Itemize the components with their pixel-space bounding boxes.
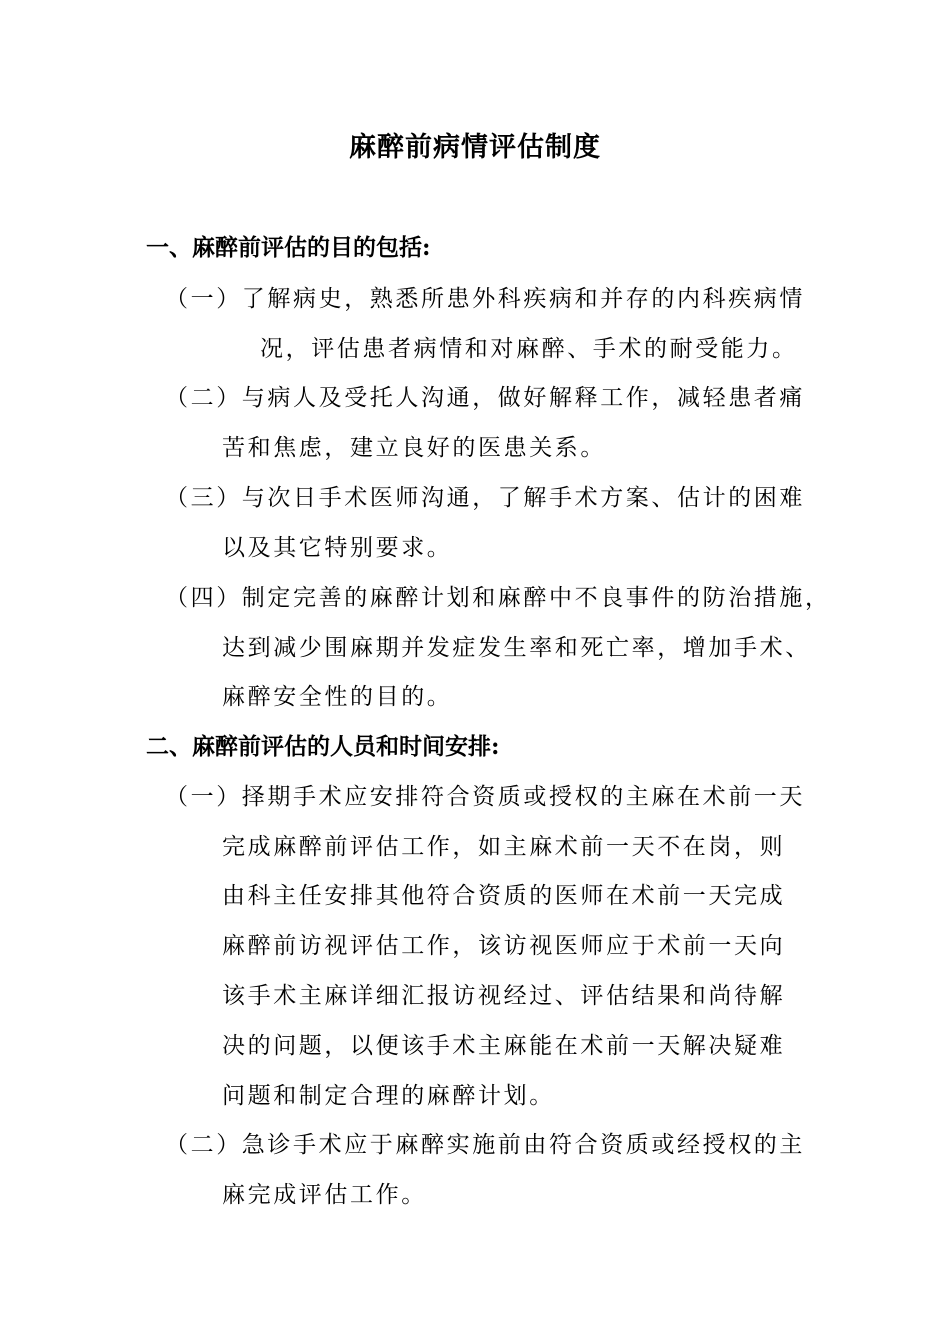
section-1-item-4-line-3: 麻醉安全性的目的。 [222, 684, 453, 710]
section-2-item-1-line-3: 由科主任安排其他符合资质的医师在术前一天完成 [222, 883, 786, 909]
section-1-item-4-line-2: 达到减少围麻期并发症发生率和死亡率，增加手术、 [222, 635, 811, 661]
section-2-item-1-line-6: 决的问题，以便该手术主麻能在术前一天解决疑难 [222, 1033, 786, 1059]
section-1-item-2-line-1: （二）与病人及受托人沟通，做好解释工作，减轻患者痛 [165, 385, 805, 411]
section-1-item-3-line-2: 以及其它特别要求。 [222, 535, 453, 561]
section-2-item-1-line-1: （一）择期手术应安排符合资质或授权的主麻在术前一天 [165, 784, 805, 810]
section-heading-1: 一、麻醉前评估的目的包括: [146, 234, 431, 261]
section-1-item-1-line-2: 况，评估患者病情和对麻醉、手术的耐受能力。 [260, 336, 798, 362]
section-2-item-1-line-7: 问题和制定合理的麻醉计划。 [222, 1083, 555, 1109]
section-1-item-2-line-2: 苦和焦虑，建立良好的医患关系。 [222, 435, 606, 461]
document-title: 麻醉前病情评估制度 [349, 132, 601, 163]
section-2-item-2-line-1: （二）急诊手术应于麻醉实施前由符合资质或经授权的主 [165, 1132, 805, 1158]
section-2-item-1-line-2: 完成麻醉前评估工作，如主麻术前一天不在岗，则 [222, 834, 786, 860]
section-1-item-3-line-1: （三）与次日手术医师沟通，了解手术方案、估计的困难 [165, 485, 805, 511]
section-2-item-1-line-4: 麻醉前访视评估工作，该访视医师应于术前一天向 [222, 933, 786, 959]
section-2-item-1-line-5: 该手术主麻详细汇报访视经过、评估结果和尚待解 [222, 983, 786, 1009]
section-2-item-2-line-2: 麻完成评估工作。 [222, 1182, 427, 1208]
section-heading-2: 二、麻醉前评估的人员和时间安排: [146, 733, 500, 760]
section-1-item-1-line-1: （一）了解病史，熟悉所患外科疾病和并存的内科疾病情 [165, 286, 805, 312]
section-1-item-4-line-1: （四）制定完善的麻醉计划和麻醉中不良事件的防治措施， [165, 585, 831, 611]
